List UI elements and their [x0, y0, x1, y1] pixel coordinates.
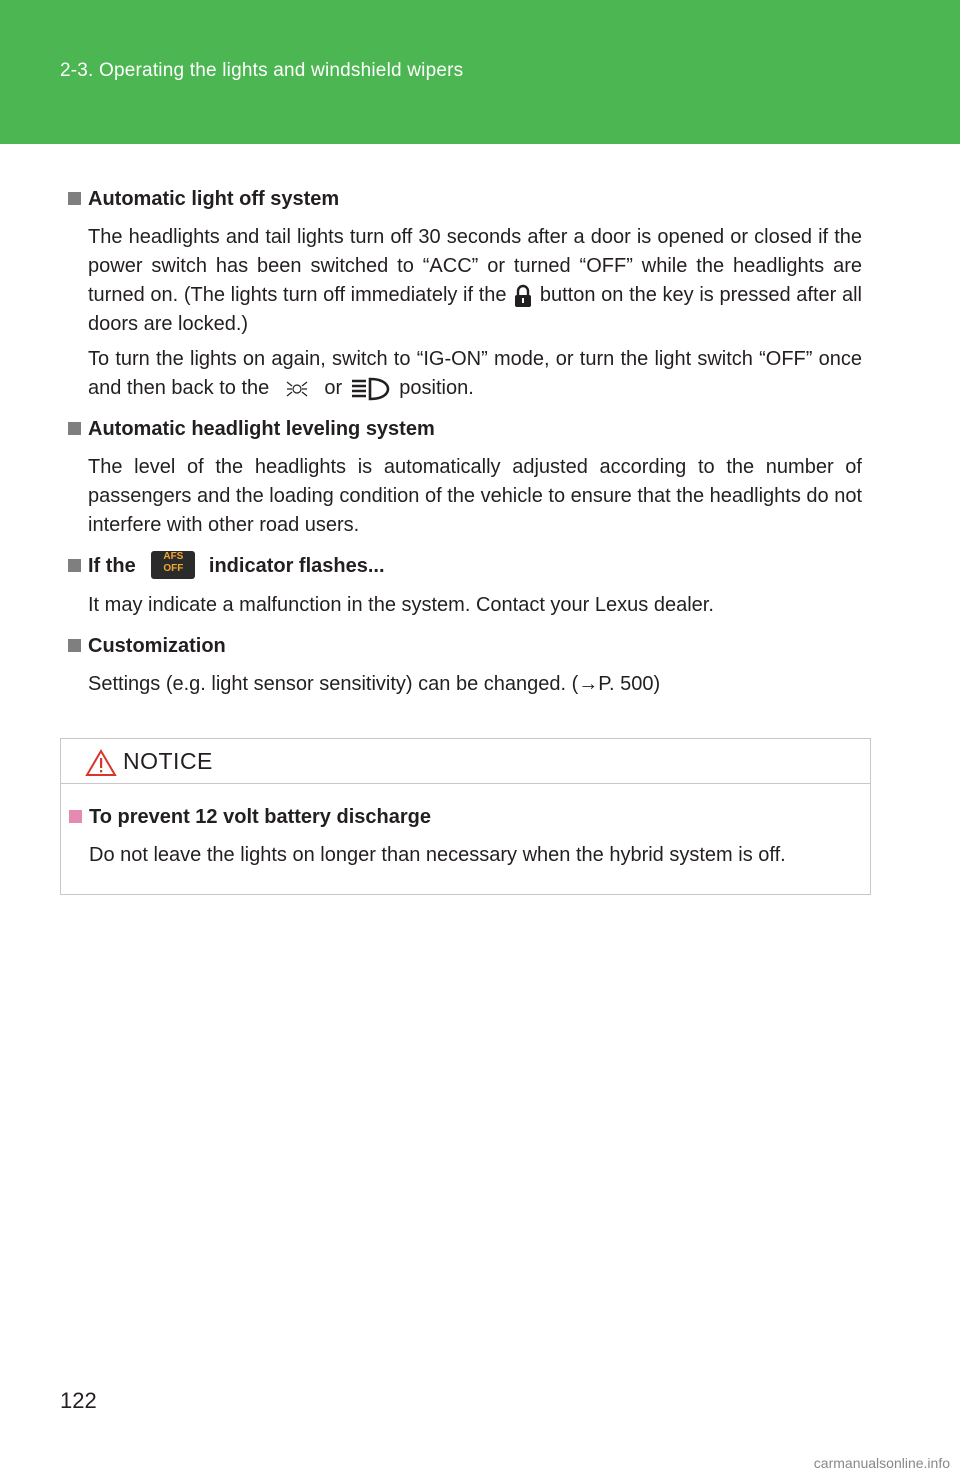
bullet-square [69, 810, 82, 823]
main-content [68, 185, 862, 711]
section-title: 2-3. Operating the lights and windshield wipers [60, 60, 464, 81]
headlight-icon [348, 376, 394, 402]
afs-off-indicator-icon: AFS OFF [151, 551, 195, 579]
notice-text: Do not leave the lights on longer than necessary when the hybrid system is off. [89, 844, 786, 866]
section-headlight-leveling [68, 415, 862, 540]
bullet-square [68, 639, 81, 652]
paragraph: To turn the lights on again, switch to “IG-ON” mode, or turn the light switch “OFF” once and then back to the or position. [88, 345, 862, 403]
bullet-square [68, 422, 81, 435]
warning-triangle-icon [85, 749, 117, 777]
notice-title: NOTICE [123, 748, 213, 774]
tail-light-icon [275, 377, 319, 401]
section-heading: Customization [88, 634, 226, 657]
watermark: carmanualsonline.info [813, 1455, 950, 1471]
section-automatic-light-off [68, 185, 862, 403]
section-heading: Automatic light off system [88, 188, 340, 210]
paragraph: The level of the headlights is automatically adjusted according to the number of passengers and the loading condition of the vehicle to ensure that the headlights do not interfere with other road users. [88, 456, 862, 536]
section-customization [68, 632, 862, 699]
notice-box [60, 738, 871, 895]
page-header [0, 0, 960, 144]
notice-item-heading: To prevent 12 volt battery discharge [89, 806, 431, 828]
paragraph: Settings (e.g. light sensor sensitivity) can be changed. (→P. 500) [88, 672, 661, 695]
section-heading: Automatic headlight leveling system [88, 418, 435, 440]
bullet-square [68, 192, 81, 205]
paragraph: The headlights and tail lights turn off 30 seconds after a door is opened or closed if the power switch has been switched to “ACC” or turned “OFF” while the headlights are turned on. (The lights turn off immediately if the button on the key is pressed after all doors are locked.) [88, 226, 862, 335]
paragraph: It may indicate a malfunction in the system. Contact your Lexus dealer. [88, 593, 714, 616]
bullet-square [68, 559, 81, 572]
lock-icon [512, 284, 534, 308]
section-afs-indicator: If the AFS OFF indicator flashes... It may indicate a malfunction in the system. Contact your Lexus dealer. [68, 552, 862, 620]
page-number: 122 [60, 1388, 97, 1413]
